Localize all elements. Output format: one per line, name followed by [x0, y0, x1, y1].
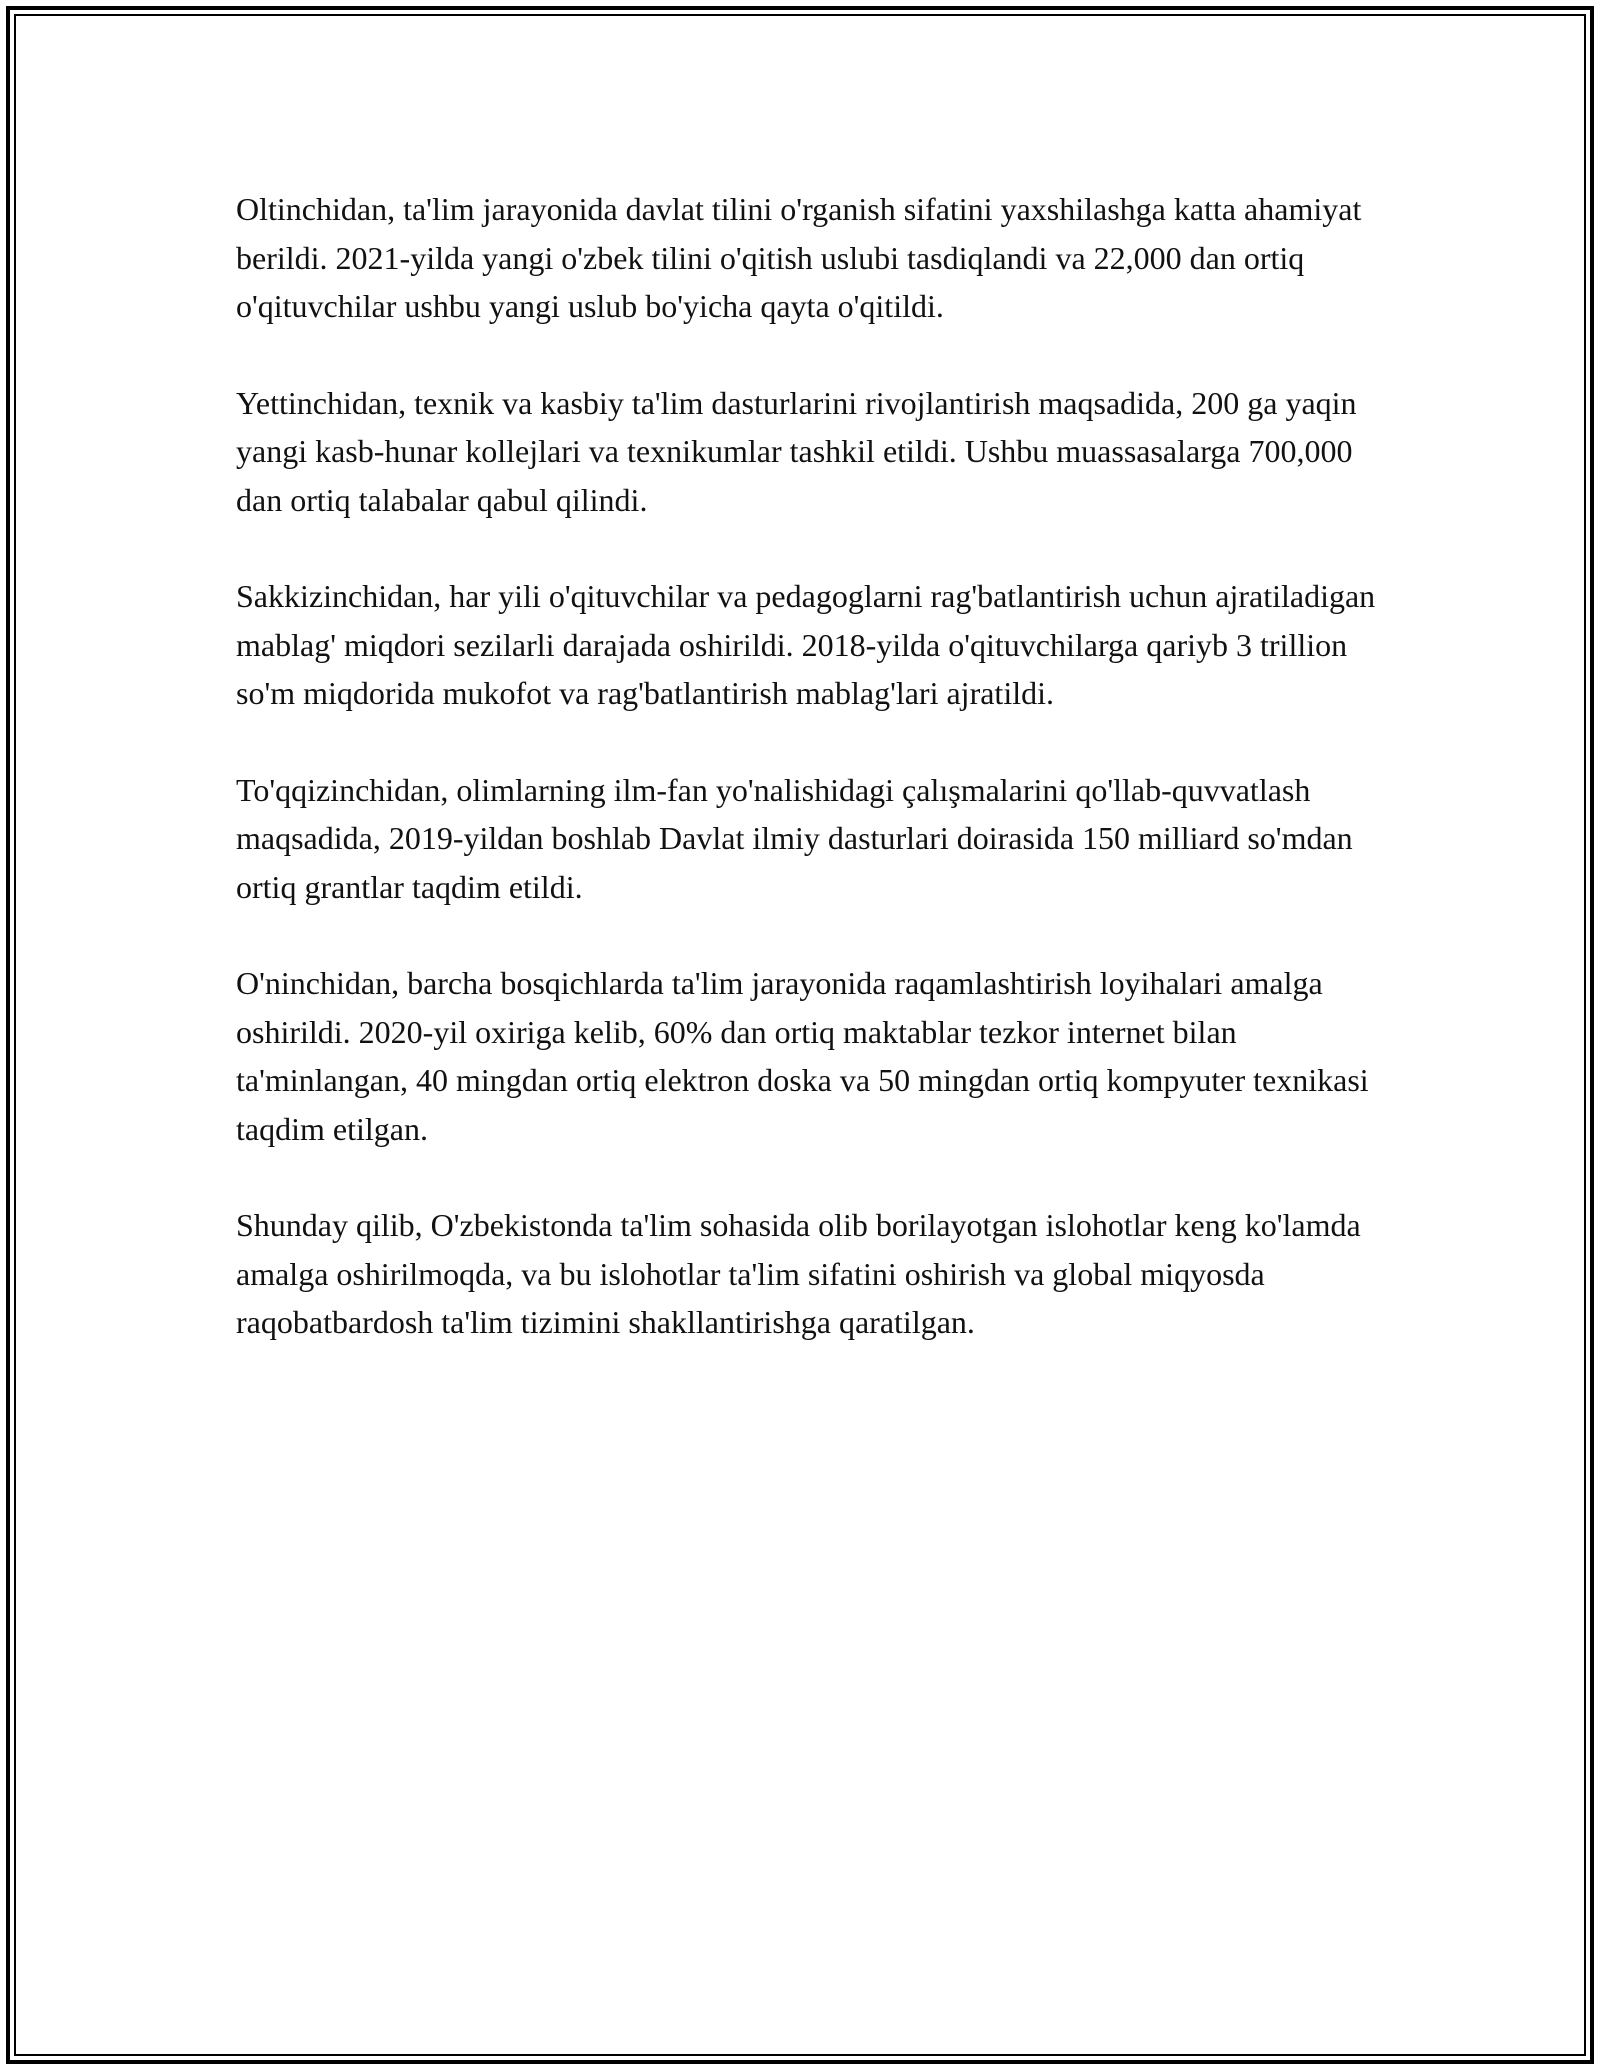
paragraph-9th: To'qqizinchidan, olimlarning ilm-fan yo'nalishidagi çalışmalarini qo'llab-quvvatlash maqsadida, 2019-yildan boshlab Davlat ilmiy dasturlari doirasida 150 milliard so'mdan ortiq grantlar taqdim etildi. — [236, 771, 1353, 905]
paragraph-6th: Oltinchidan, ta'lim jarayonida davlat tilini o'rganish sifatini yaxshilashga katta ahamiyat berildi. 2021-yilda yangi o'zbek tilini o'qitish uslubi tasdiqlandi va 22,000 dan ortiq o'qituvchilar ushbu yangi uslub bo'yicha qayta o'qitildi. — [236, 191, 1362, 324]
paragraph-8th: Sakkizinchidan, har yili o'qituvchilar va pedagoglarni rag'batlantirish uchun ajratiladigan mablag' miqdori sezilarli darajada oshirildi. 2018-yilda o'qituvchilarga qariyb 3 trillion so'm miqdorida mukofot va rag'batlantirish mablag'lari ajratildi. — [236, 578, 1376, 711]
paragraph-conclusion: Shunday qilib, O'zbekistonda ta'lim sohasida olib borilayotgan islohotlar keng ko'lamda amalga oshirilmoqda, va bu islohotlar ta'lim sifatini oshirish va global miqyosda raqobatbardosh ta'lim tizimini shakllantirishga qaratilgan. — [236, 1207, 1361, 1340]
paragraph-7th: Yettinchidan, texnik va kasbiy ta'lim dasturlarini rivojlantirish maqsadida, 200 ga yaqin yangi kasb-hunar kollejlari va texnikumlar tashkil etildi. Ushbu muassasalarga 700,000 dan ortiq talabalar qabul qilindi. — [236, 384, 1357, 518]
paragraph-10th: O'ninchidan, barcha bosqichlarda ta'lim jarayonida raqamlashtirish loyihalari amalga oshirildi. 2020-yil oxiriga kelib, 60% dan ortiq maktablar tezkor internet bilan ta'minlangan, 40 mingdan ortiq elektron doska va 50 mingdan ortiq kompyuter texnikasi taqdim etilgan. — [236, 965, 1369, 1147]
document-body — [236, 185, 1376, 1395]
